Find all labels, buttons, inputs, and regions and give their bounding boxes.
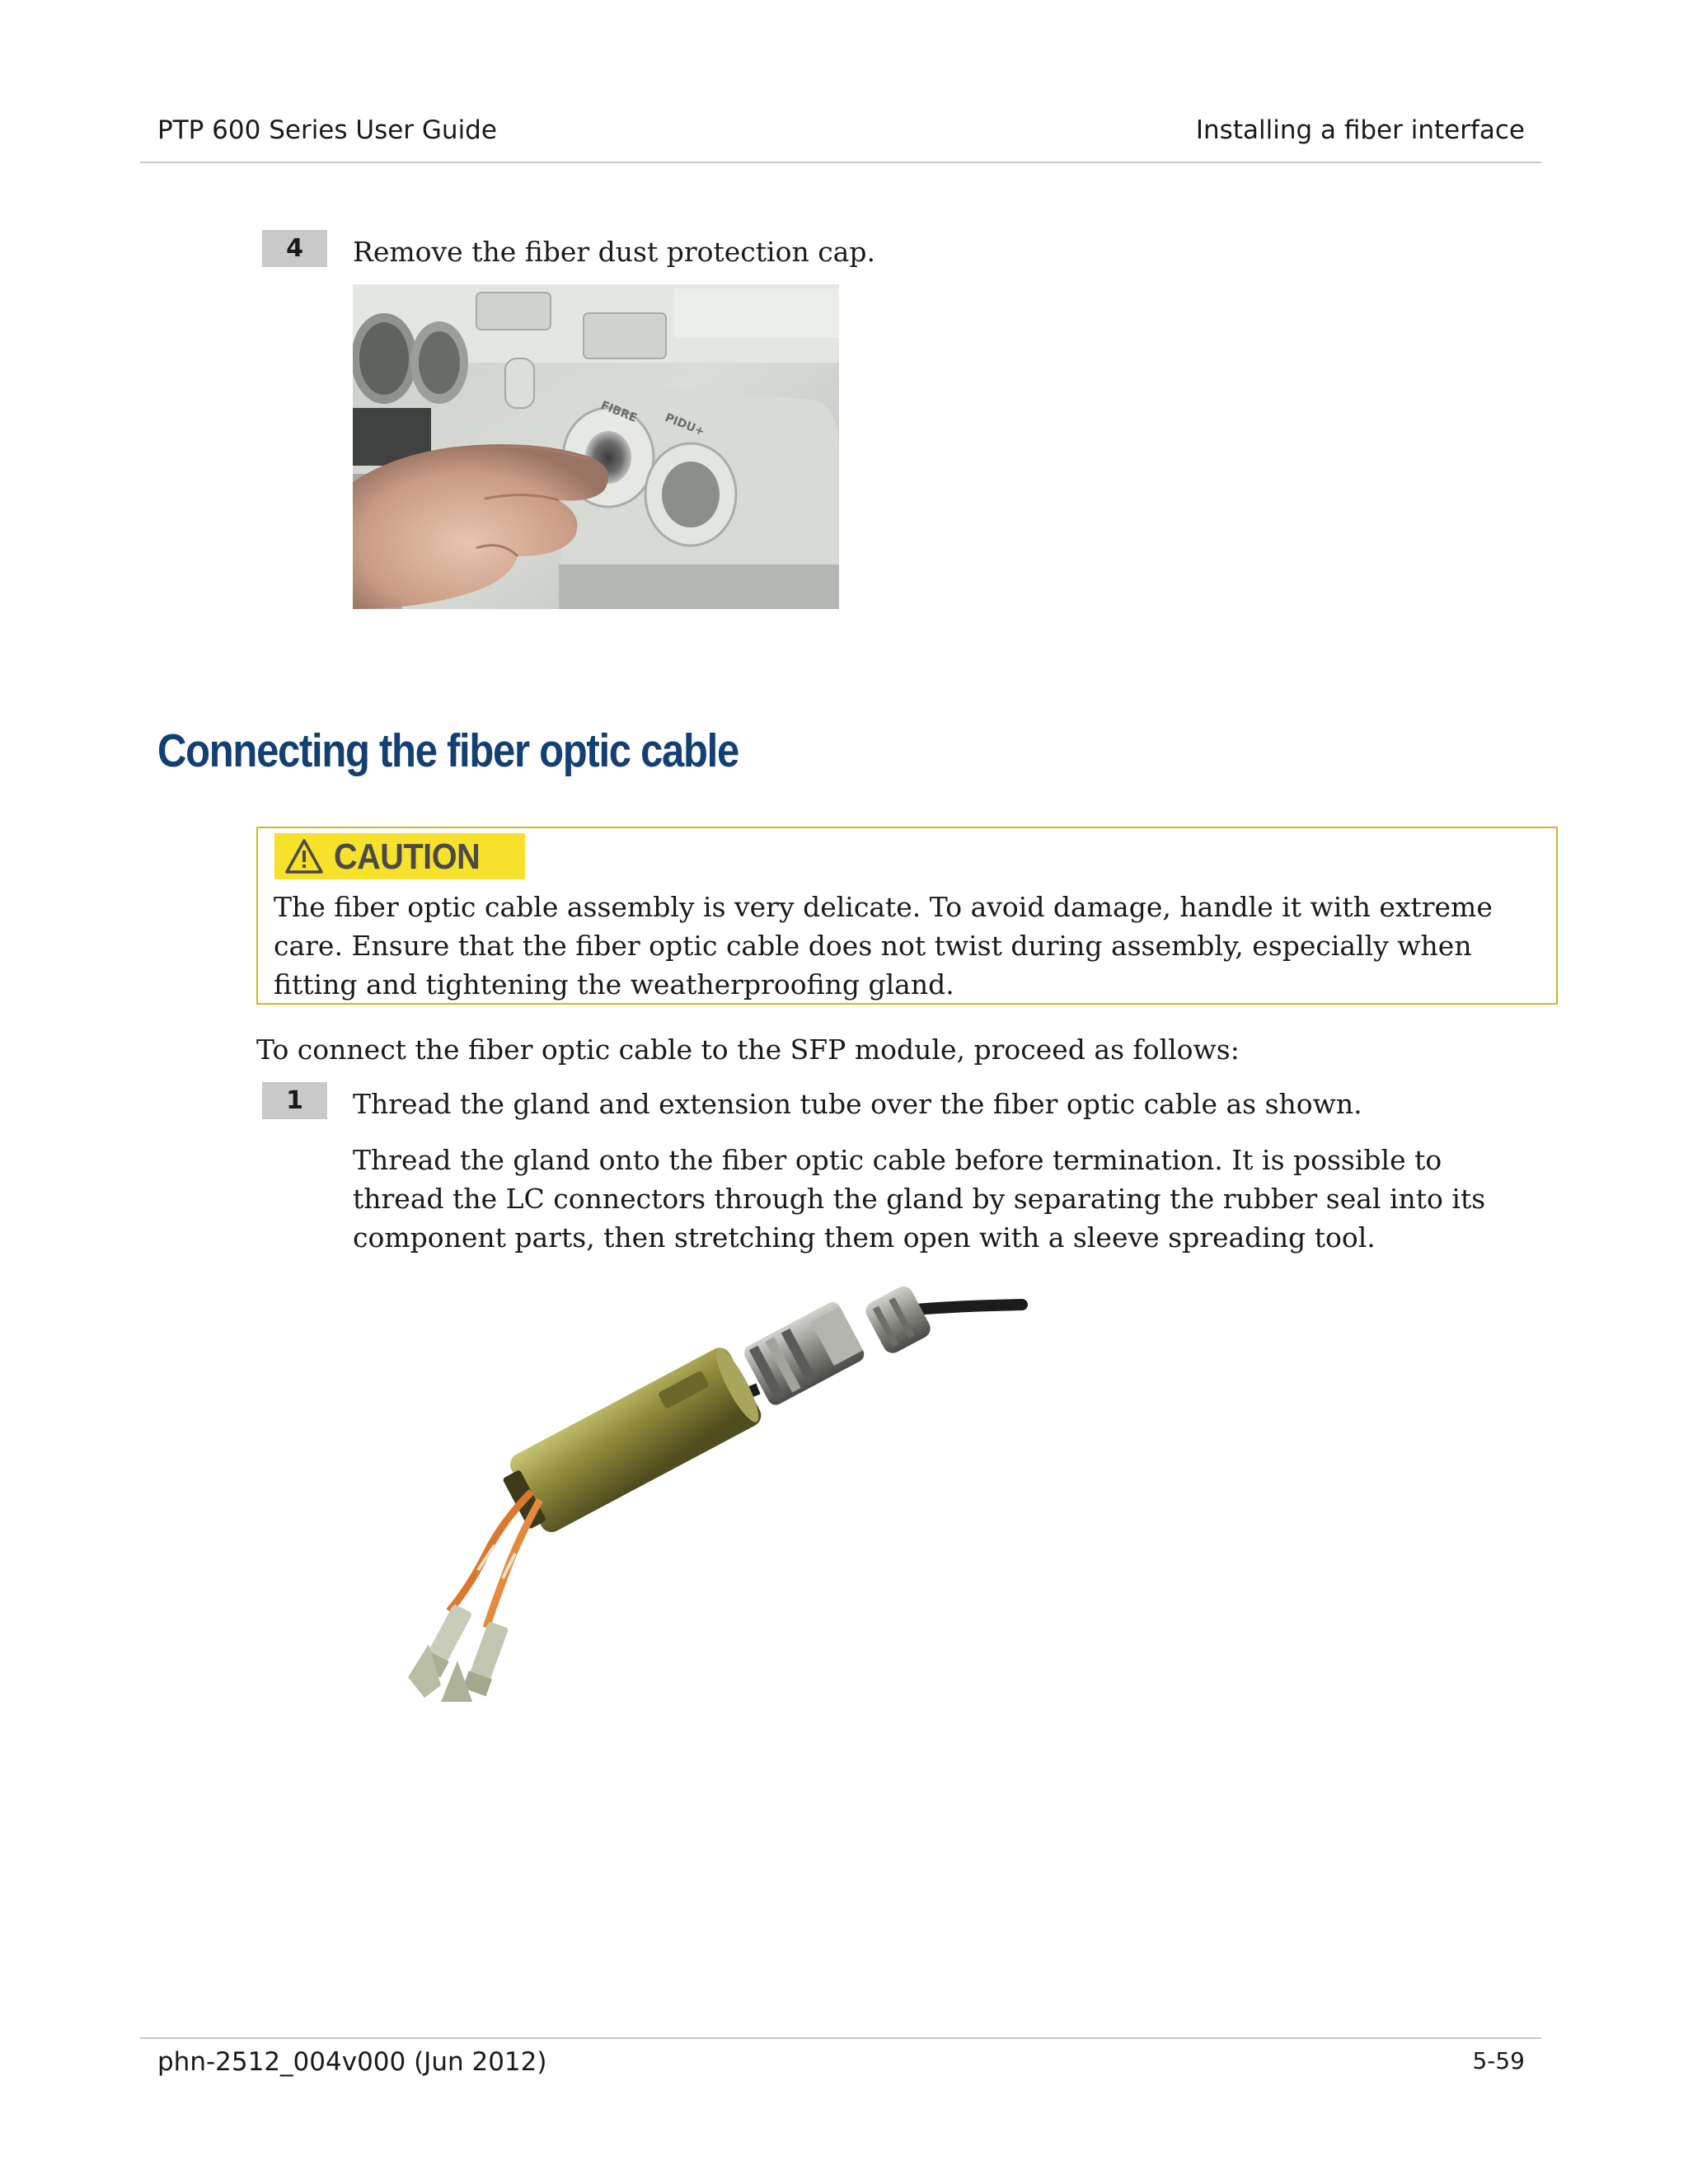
header-document-title: PTP 600 Series User Guide <box>157 115 497 145</box>
dust-cap-photo <box>353 284 839 609</box>
pidu-port-label: PIDU+ <box>663 410 707 439</box>
step-1-text: Thread the gland and extension tube over the fiber optic cable as shown. <box>353 1088 1362 1120</box>
caution-line-1: The fiber optic cable assembly is very delicate. To avoid damage, handle it with extreme <box>274 891 1493 923</box>
fibre-port-label: FIBRE <box>598 398 639 425</box>
step-badge-4: 4 <box>262 230 327 267</box>
caution-label: CAUTION <box>334 837 481 877</box>
section-title: Connecting the fiber optic cable <box>157 724 738 777</box>
header-rule <box>140 162 1541 163</box>
header-chapter-title: Installing a fiber interface <box>1195 115 1525 145</box>
caution-banner <box>274 833 525 879</box>
footer-rule <box>140 2037 1541 2039</box>
step-badge-1: 1 <box>262 1082 327 1119</box>
step-1-detail <box>353 1141 1540 1257</box>
step-1-detail-line-3: component parts, then stretching them open with a sleeve spreading tool. <box>353 1221 1376 1254</box>
gland-extension-tube-photo <box>363 1273 1030 1702</box>
procedure-intro: To connect the fiber optic cable to the SFP module, proceed as follows: <box>256 1033 1240 1066</box>
footer-page-number: 5-59 <box>1472 2047 1525 2074</box>
step-4-text: Remove the fiber dust protection cap. <box>353 236 875 268</box>
caution-line-3: fitting and tightening the weatherproofing gland. <box>274 968 954 1001</box>
step-1-detail-line-2: thread the LC connectors through the gland by separating the rubber seal into its <box>353 1183 1486 1215</box>
footer-document-id: phn-2512_004v000 (Jun 2012) <box>157 2047 547 2077</box>
step-1-detail-line-1: Thread the gland onto the fiber optic cable before termination. It is possible to <box>353 1144 1442 1176</box>
caution-line-2: care. Ensure that the fiber optic cable does not twist during assembly, especially when <box>274 930 1472 962</box>
warning-triangle-icon <box>284 838 324 874</box>
caution-box <box>256 827 1558 1005</box>
caution-text <box>274 888 1547 1004</box>
